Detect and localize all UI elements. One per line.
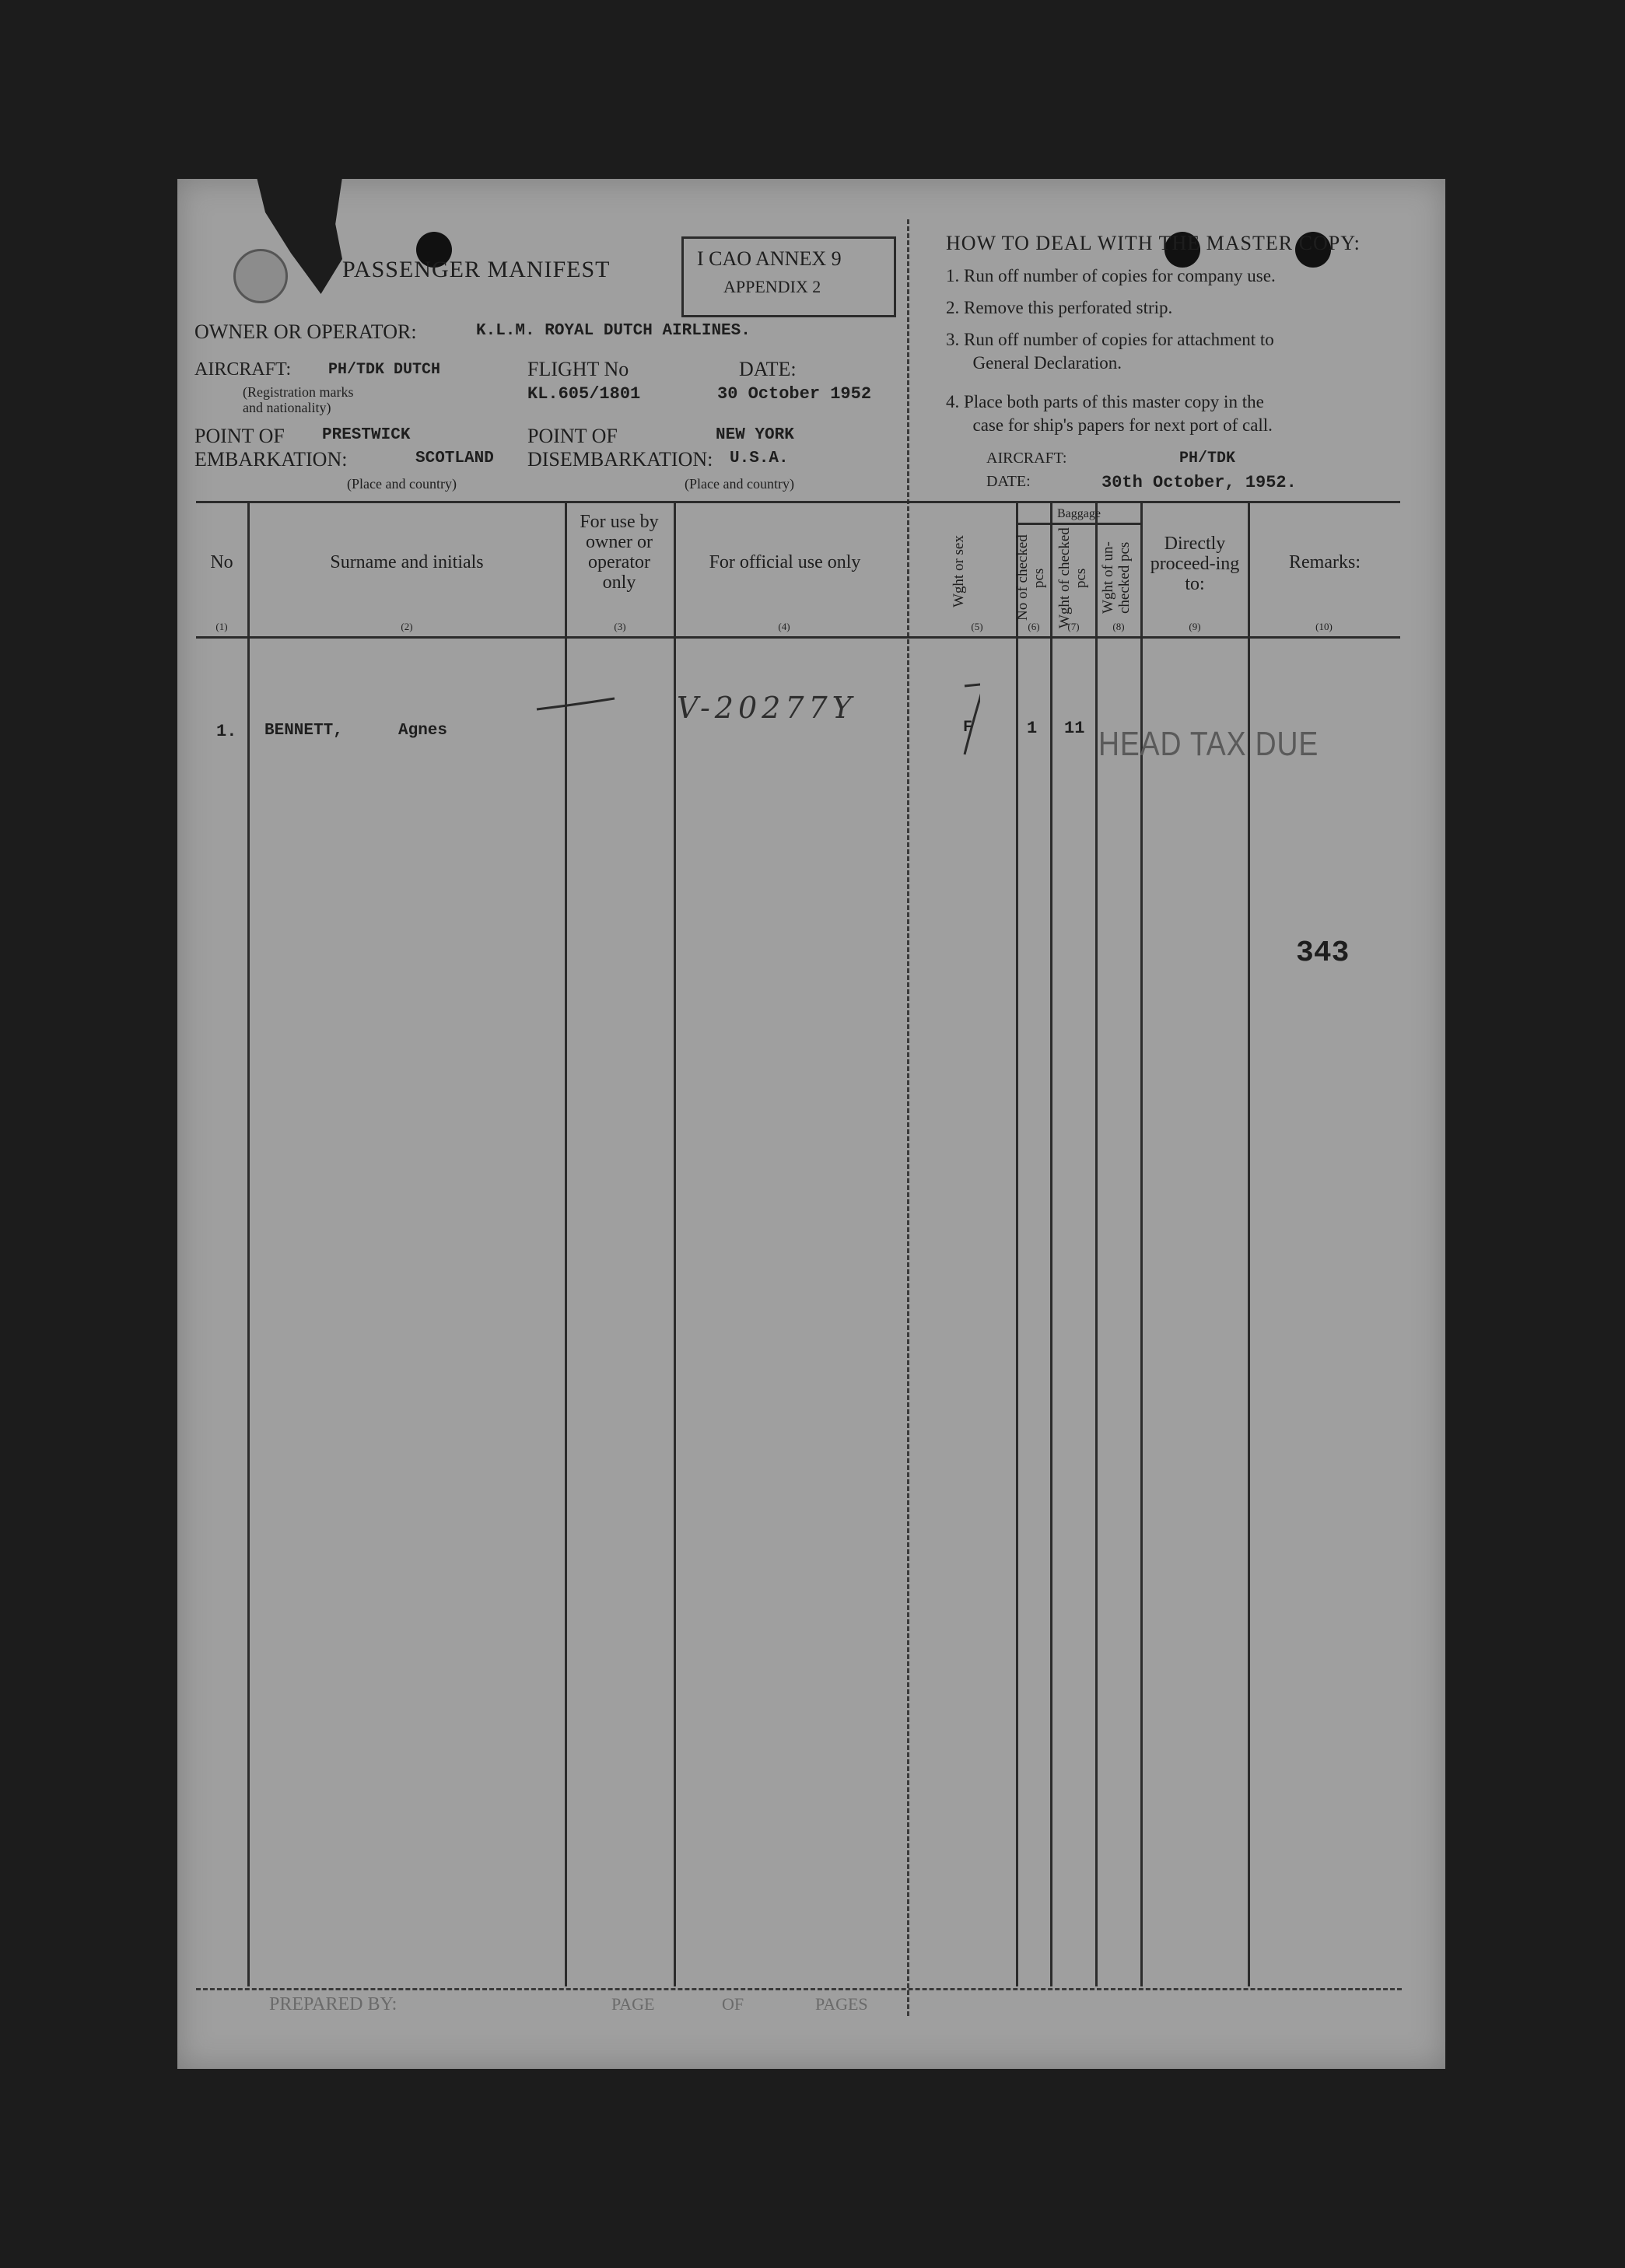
instruction-item: 1. Run off number of copies for company use. (946, 266, 1276, 285)
col-header-baggage: Baggage (1057, 507, 1101, 520)
col-divider (1095, 501, 1098, 1986)
date-value: 30 October 1952 (717, 384, 872, 404)
disembark-value: U.S.A. (730, 450, 789, 467)
col-header-directly: Directly proceed-ing to: (1150, 534, 1240, 594)
form-title: PASSENGER MANIFEST (342, 257, 611, 282)
col-header-surname: Surname and initials (330, 552, 484, 572)
col-divider (247, 501, 250, 1986)
col-divider (1050, 501, 1052, 1986)
table-bottom-rule (196, 1988, 1402, 1990)
aircraft-value: PH/TDK DUTCH (328, 361, 441, 379)
instructions-aircraft-label: AIRCRAFT: (986, 450, 1067, 467)
flight-value: KL.605/1801 (527, 384, 641, 404)
disembark-label: DISEMBARKATION: (527, 448, 713, 471)
embark-value: PRESTWICK (322, 426, 411, 444)
col-header-checked-pcs: No of checked pcs (1014, 534, 1047, 621)
head-tax-due-stamp: HEAD TAX DUE (1098, 725, 1319, 763)
embark-note: (Place and country) (347, 476, 457, 492)
page-label: PAGE (611, 1994, 655, 2014)
official-number-text: V-20277Y (677, 691, 856, 725)
table-header-rule (196, 636, 1400, 639)
col-header-wght-unchecked: Wght of un-checked pcs (1100, 541, 1133, 614)
col-num: (7) (1067, 621, 1080, 632)
instruction-item: 4. Place both parts of this master copy in the (946, 392, 1264, 411)
owner-label: OWNER OR OPERATOR: (194, 320, 417, 343)
pages-label: PAGES (815, 1994, 868, 2014)
of-label: OF (722, 1994, 744, 2014)
col-num: (6) (1028, 621, 1040, 632)
instruction-item: case for ship's papers for next port of call. (946, 415, 1273, 435)
row-number: 1. (216, 722, 237, 741)
disembark-value: NEW YORK (716, 426, 794, 444)
embark-value: SCOTLAND (415, 450, 494, 467)
col-num: (9) (1189, 621, 1201, 632)
col-num: (1) (215, 621, 228, 632)
disembark-note: (Place and country) (685, 476, 794, 492)
passenger-sex: F (963, 719, 973, 737)
col-header-weight-sex: Wght or sex (951, 535, 967, 608)
page-stamp-number: 343 (1296, 936, 1350, 970)
passenger-given-name: Agnes (398, 722, 448, 740)
flight-label: FLIGHT No (527, 358, 629, 380)
instruction-item: General Declaration. (946, 353, 1122, 373)
aircraft-label: AIRCRAFT: (194, 359, 292, 380)
instructions-date-label: DATE: (986, 473, 1031, 490)
appendix-line1: I CAO ANNEX 9 (697, 247, 842, 270)
embark-label: POINT OF (194, 425, 285, 447)
col-num: (8) (1112, 621, 1125, 632)
col-header-wght-checked: Wght of checked pcs (1056, 527, 1089, 628)
owner-value: K.L.M. ROYAL DUTCH AIRLINES. (476, 322, 751, 340)
instructions-date-value: 30th October, 1952. (1101, 473, 1297, 492)
instruction-item: 3. Run off number of copies for attachment to (946, 330, 1274, 349)
table-top-rule (196, 501, 1400, 503)
date-label: DATE: (739, 358, 797, 380)
perforation-line (907, 219, 909, 2016)
col-num: (3) (614, 621, 626, 632)
embark-label: EMBARKATION: (194, 448, 348, 471)
col-num: (2) (401, 621, 413, 632)
col-divider (1140, 501, 1143, 1986)
col-header-owner-use: For use by owner or operator only (580, 512, 659, 593)
instructions-heading: HOW TO DEAL WITH THE MASTER COPY: (946, 232, 1361, 254)
col-num: (10) (1315, 621, 1333, 632)
manifest-paper (177, 179, 1445, 2069)
col-header-official-use: For official use only (709, 552, 861, 572)
checked-weight: 11 (1064, 719, 1085, 738)
passenger-surname: BENNETT, (264, 722, 343, 740)
instruction-item: 2. Remove this perforated strip. (946, 298, 1173, 317)
col-header-remarks: Remarks: (1289, 552, 1361, 572)
aircraft-note: (Registration marks (243, 384, 354, 400)
aircraft-note: and nationality) (243, 400, 331, 415)
prepared-by-label: PREPARED BY: (269, 1994, 397, 2014)
klm-crown-logo-icon (233, 249, 288, 303)
col-header-no: No (210, 552, 233, 572)
col-divider (1248, 501, 1250, 1986)
col-num: (5) (971, 621, 983, 632)
disembark-label: POINT OF (527, 425, 618, 447)
col-num: (4) (778, 621, 790, 632)
checked-pieces: 1 (1027, 719, 1038, 738)
instructions-aircraft-value: PH/TDK (1179, 450, 1236, 467)
appendix-line2: APPENDIX 2 (723, 277, 821, 296)
col-divider (1016, 501, 1018, 1986)
